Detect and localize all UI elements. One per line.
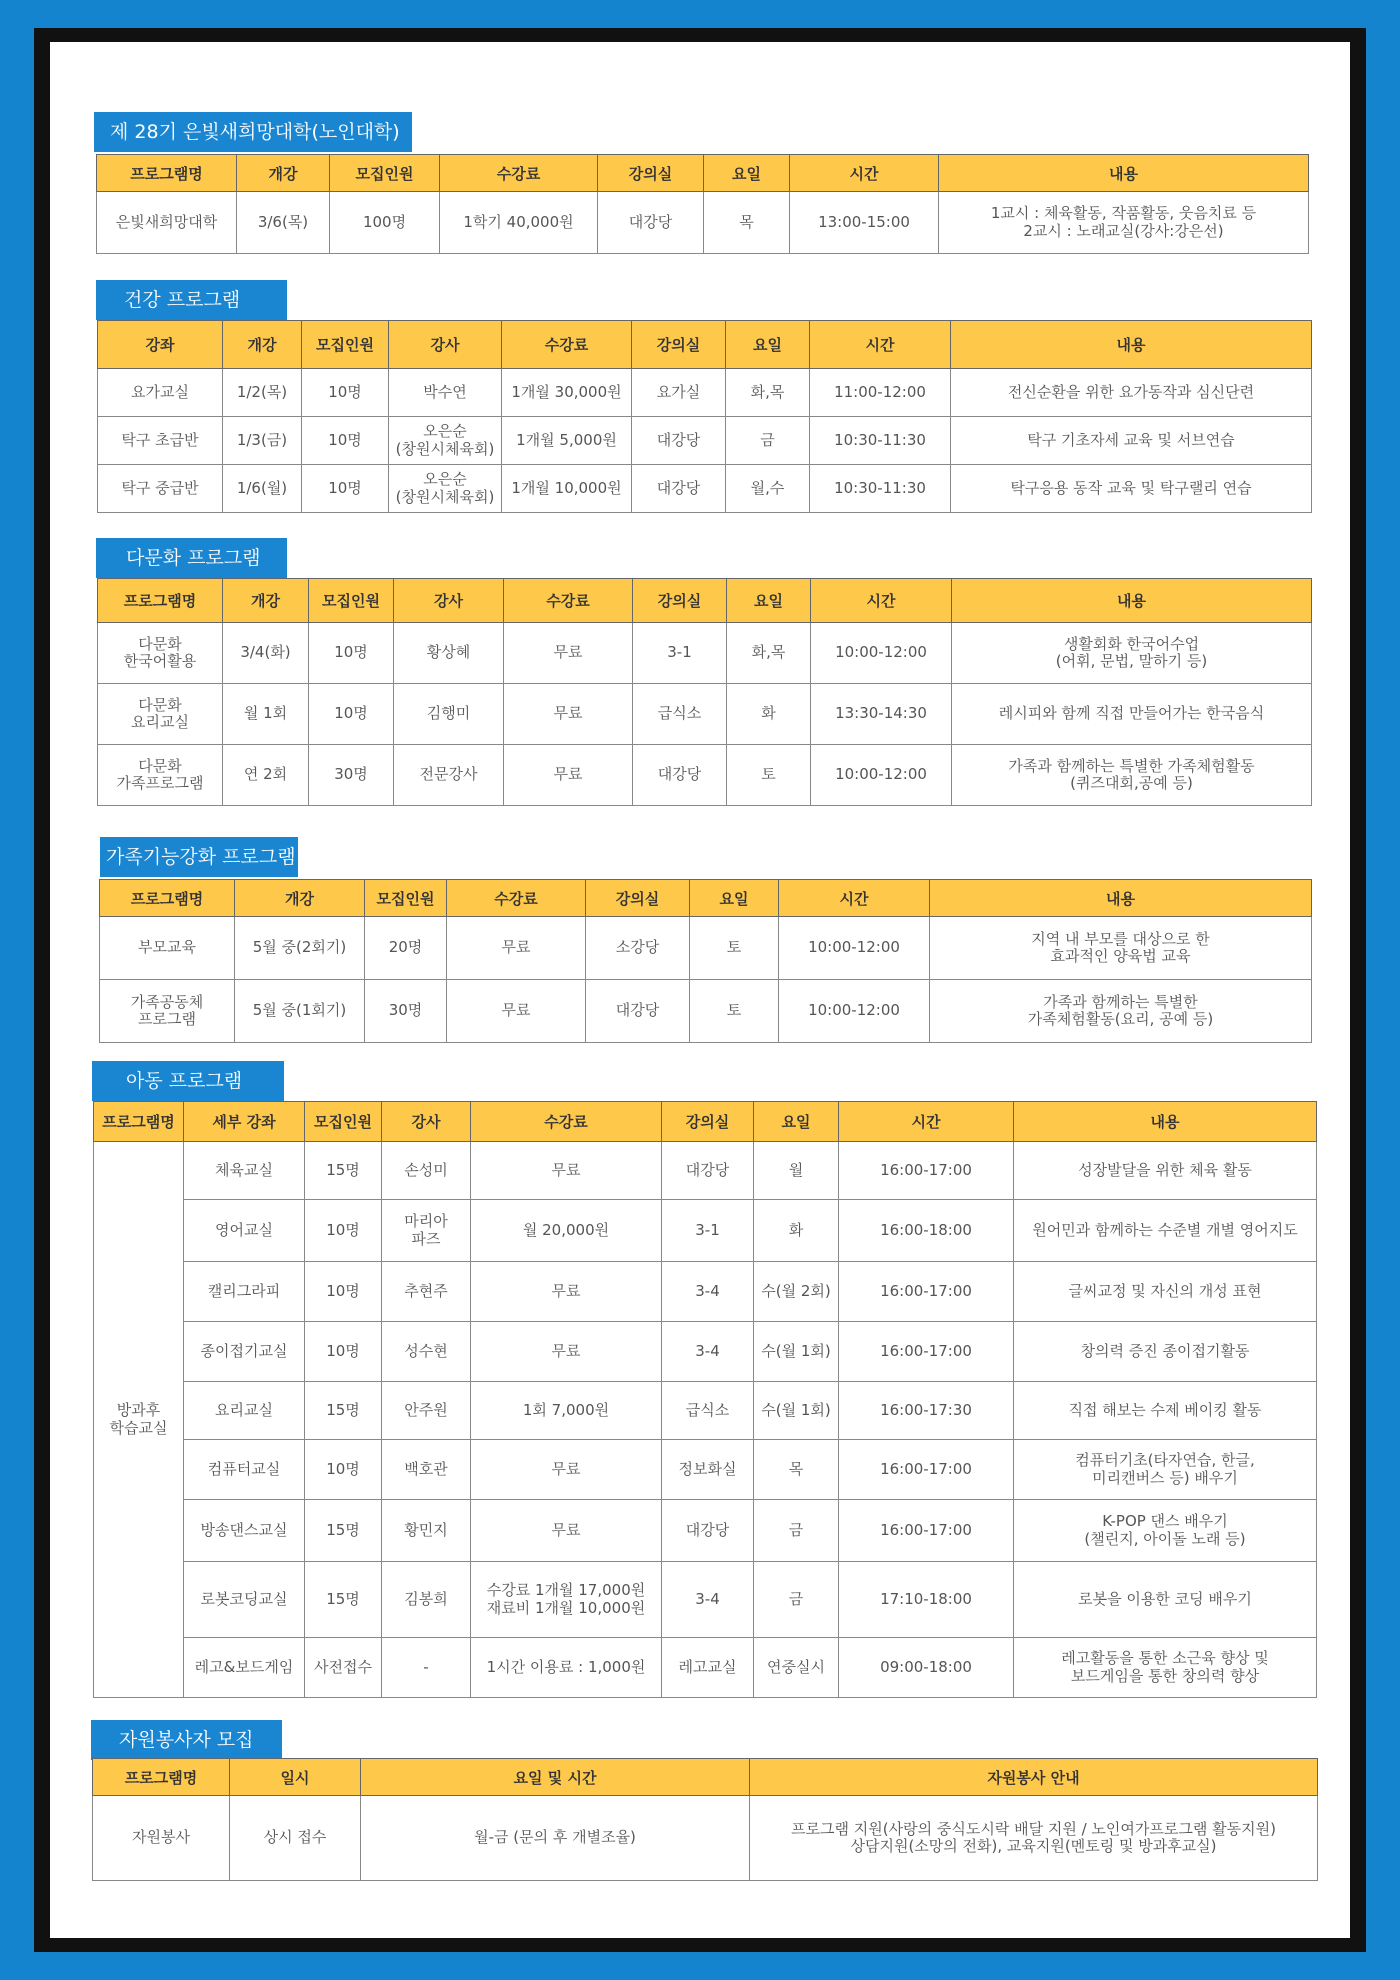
table-cell: 성장발달을 위한 체육 활동: [1014, 1142, 1317, 1200]
table-cell: 금: [754, 1500, 839, 1562]
table-cell: 수(월 1회): [754, 1382, 839, 1440]
table-row: [98, 369, 1312, 417]
table-cell: 급식소: [633, 684, 727, 745]
table-cell: 16:00-17:00: [839, 1142, 1014, 1200]
table-cell: 무료: [447, 980, 586, 1043]
multicultural-table: [97, 578, 1312, 806]
section-title: 제 28기 은빛새희망대학(노인대학): [94, 112, 412, 152]
table-cell: 1회 7,000원: [471, 1382, 662, 1440]
table-cell: 10명: [302, 465, 389, 513]
table-cell: 30명: [309, 745, 394, 806]
table-cell: 생활회화 한국어수업 (어휘, 문법, 말하기 등): [952, 623, 1312, 684]
table-cell: 16:00-17:00: [839, 1440, 1014, 1500]
table-cell: 금: [754, 1562, 839, 1638]
table-cell: 로봇을 이용한 코딩 배우기: [1014, 1562, 1317, 1638]
group-label-cell: 방과후 학습교실: [94, 1142, 184, 1698]
table-cell: 레고&보드게임: [184, 1638, 305, 1698]
table-cell: 탁구 기초자세 교육 및 서브연습: [951, 417, 1312, 465]
table-cell: 레고활동을 통한 소근육 향상 및 보드게임을 통한 창의력 향상: [1014, 1638, 1317, 1698]
column-header: 강사: [389, 321, 502, 369]
column-header: 요일: [704, 155, 790, 192]
table-row: [98, 623, 1312, 684]
table-cell: 10:00-12:00: [779, 917, 930, 980]
table-cell: 15명: [305, 1382, 382, 1440]
table-cell: 화,목: [727, 623, 811, 684]
table-cell: 10명: [305, 1440, 382, 1500]
table-cell: 20명: [365, 917, 447, 980]
table-cell: 10:00-12:00: [811, 623, 952, 684]
table-cell: 1/3(금): [223, 417, 302, 465]
column-header: 시간: [779, 880, 930, 917]
table-cell: 은빛새희망대학: [97, 192, 237, 254]
table-row: [94, 1638, 1317, 1698]
table-header-row: [98, 579, 1312, 623]
table-cell: 무료: [471, 1142, 662, 1200]
table-cell: 추현주: [382, 1262, 471, 1322]
table-cell: K-POP 댄스 배우기 (챌린지, 아이돌 노래 등): [1014, 1500, 1317, 1562]
table-cell: 금: [726, 417, 810, 465]
table-cell: 수(월 1회): [754, 1322, 839, 1382]
column-header: 시간: [790, 155, 939, 192]
table-cell: 소강당: [586, 917, 690, 980]
column-header: 수강료: [504, 579, 633, 623]
column-header: 요일: [690, 880, 779, 917]
column-header: 수강료: [502, 321, 632, 369]
table-cell: 토: [727, 745, 811, 806]
column-header: 강좌: [98, 321, 223, 369]
table-cell: 전신순환을 위한 요가동작과 심신단련: [951, 369, 1312, 417]
column-header: 내용: [952, 579, 1312, 623]
column-header: 요일: [727, 579, 811, 623]
column-header: 일시: [230, 1759, 361, 1796]
table-cell: 월-금 (문의 후 개별조율): [361, 1796, 750, 1881]
table-cell: 월,수: [726, 465, 810, 513]
column-header: 내용: [930, 880, 1312, 917]
table-cell: -: [382, 1638, 471, 1698]
table-cell: 탁구 중급반: [98, 465, 223, 513]
table-header-row: [100, 880, 1312, 917]
table-cell: 대강당: [632, 465, 726, 513]
table-cell: 10명: [309, 684, 394, 745]
column-header: 모집인원: [302, 321, 389, 369]
table-cell: 10명: [309, 623, 394, 684]
table-row: [94, 1142, 1317, 1200]
table-row: [94, 1440, 1317, 1500]
table-cell: 황민지: [382, 1500, 471, 1562]
table-cell: 다문화 요리교실: [98, 684, 223, 745]
column-header: 강의실: [586, 880, 690, 917]
table-cell: 성수현: [382, 1322, 471, 1382]
column-header: 요일: [754, 1102, 839, 1142]
table-cell: 무료: [471, 1322, 662, 1382]
table-cell: 사전접수: [305, 1638, 382, 1698]
table-cell: 월 1회: [223, 684, 309, 745]
table-cell: 화: [754, 1200, 839, 1262]
section-title: 아동 프로그램: [92, 1061, 284, 1101]
table-row: [94, 1262, 1317, 1322]
table-row: [94, 1200, 1317, 1262]
table-cell: 가족과 함께하는 특별한 가족체험활동 (퀴즈대회,공예 등): [952, 745, 1312, 806]
table-cell: 레시피와 함께 직접 만들어가는 한국음식: [952, 684, 1312, 745]
table-row: [94, 1500, 1317, 1562]
table-header-row: [94, 1102, 1317, 1142]
table-header-row: [93, 1759, 1318, 1796]
table-cell: 30명: [365, 980, 447, 1043]
table-cell: 로봇코딩교실: [184, 1562, 305, 1638]
table-row: [100, 917, 1312, 980]
table-cell: 수강료 1개월 17,000원 재료비 1개월 10,000원: [471, 1562, 662, 1638]
table-cell: 대강당: [633, 745, 727, 806]
column-header: 프로그램명: [94, 1102, 184, 1142]
table-cell: 1/6(월): [223, 465, 302, 513]
table-cell: 레고교실: [662, 1638, 754, 1698]
table-cell: 1시간 이용료 : 1,000원: [471, 1638, 662, 1698]
column-header: 강사: [394, 579, 504, 623]
column-header: 내용: [951, 321, 1312, 369]
table-cell: 전문강사: [394, 745, 504, 806]
column-header: 모집인원: [309, 579, 394, 623]
table-cell: 황상혜: [394, 623, 504, 684]
column-header: 시간: [811, 579, 952, 623]
table-cell: 15명: [305, 1562, 382, 1638]
table-cell: 상시 접수: [230, 1796, 361, 1881]
table-cell: 10:00-12:00: [779, 980, 930, 1043]
column-header: 모집인원: [305, 1102, 382, 1142]
table-cell: 3-4: [662, 1562, 754, 1638]
column-header: 프로그램명: [98, 579, 223, 623]
table-cell: 16:00-18:00: [839, 1200, 1014, 1262]
table-cell: 요리교실: [184, 1382, 305, 1440]
column-header: 프로그램명: [100, 880, 235, 917]
table-cell: 백호관: [382, 1440, 471, 1500]
table-cell: 17:10-18:00: [839, 1562, 1014, 1638]
table-cell: 토: [690, 917, 779, 980]
column-header: 개강: [223, 579, 309, 623]
section-title: 건강 프로그램: [96, 280, 287, 320]
table-cell: 무료: [447, 917, 586, 980]
table-row: [98, 684, 1312, 745]
table-header-row: [98, 321, 1312, 369]
column-header: 프로그램명: [97, 155, 237, 192]
table-cell: 10:30-11:30: [810, 465, 951, 513]
table-row: [93, 1796, 1318, 1881]
table-cell: 09:00-18:00: [839, 1638, 1014, 1698]
table-cell: 다문화 가족프로그램: [98, 745, 223, 806]
table-row: [100, 980, 1312, 1043]
table-cell: 탁구 초급반: [98, 417, 223, 465]
table-cell: 정보화실: [662, 1440, 754, 1500]
column-header: 강의실: [662, 1102, 754, 1142]
table-cell: 프로그램 지원(사랑의 중식도시락 배달 지원 / 노인여가프로그램 활동지원) 상담지원(소망의 전화), 교육지원(멘토링 및 방과후교실): [750, 1796, 1318, 1881]
section-title: 자원봉사자 모집: [91, 1720, 282, 1760]
table-cell: 1학기 40,000원: [440, 192, 598, 254]
table-row: [98, 465, 1312, 513]
table-cell: 16:00-17:00: [839, 1322, 1014, 1382]
table-cell: 무료: [471, 1500, 662, 1562]
table-cell: 급식소: [662, 1382, 754, 1440]
column-header: 강의실: [633, 579, 727, 623]
column-header: 요일: [726, 321, 810, 369]
section-title: 가족기능강화 프로그램: [100, 837, 298, 877]
table-cell: 부모교육: [100, 917, 235, 980]
table-row: [98, 745, 1312, 806]
table-cell: 10명: [305, 1322, 382, 1382]
table-row: [94, 1382, 1317, 1440]
table-cell: 무료: [471, 1440, 662, 1500]
table-cell: 화,목: [726, 369, 810, 417]
table-cell: 화: [727, 684, 811, 745]
table-cell: 지역 내 부모를 대상으로 한 효과적인 양육법 교육: [930, 917, 1312, 980]
table-cell: 체육교실: [184, 1142, 305, 1200]
table-cell: 3-4: [662, 1322, 754, 1382]
column-header: 강의실: [598, 155, 704, 192]
table-cell: 컴퓨터교실: [184, 1440, 305, 1500]
table-cell: 가족과 함께하는 특별한 가족체험활동(요리, 공예 등): [930, 980, 1312, 1043]
table-cell: 15명: [305, 1142, 382, 1200]
table-cell: 안주원: [382, 1382, 471, 1440]
elderly-table: [96, 154, 1309, 254]
table-cell: 10명: [302, 369, 389, 417]
table-cell: 대강당: [662, 1142, 754, 1200]
table-cell: 11:00-12:00: [810, 369, 951, 417]
table-cell: 글씨교정 및 자신의 개성 표현: [1014, 1262, 1317, 1322]
table-cell: 목: [754, 1440, 839, 1500]
table-cell: 토: [690, 980, 779, 1043]
column-header: 수강료: [471, 1102, 662, 1142]
column-header: 자원봉사 안내: [750, 1759, 1318, 1796]
table-cell: 5월 중(2회기): [235, 917, 365, 980]
table-cell: 무료: [504, 623, 633, 684]
table-cell: 5월 중(1회기): [235, 980, 365, 1043]
table-cell: 캘리그라피: [184, 1262, 305, 1322]
table-cell: 컴퓨터기초(타자연습, 한글, 미리캔버스 등) 배우기: [1014, 1440, 1317, 1500]
table-cell: 1개월 10,000원: [502, 465, 632, 513]
column-header: 시간: [810, 321, 951, 369]
table-cell: 자원봉사: [93, 1796, 230, 1881]
column-header: 요일 및 시간: [361, 1759, 750, 1796]
table-cell: 박수연: [389, 369, 502, 417]
table-row: [98, 417, 1312, 465]
table-cell: 종이접기교실: [184, 1322, 305, 1382]
column-header: 강사: [382, 1102, 471, 1142]
table-cell: 3/4(화): [223, 623, 309, 684]
table-cell: 오은순 (창원시체육회): [389, 465, 502, 513]
health-table: [97, 320, 1312, 513]
table-cell: 창의력 증진 종이접기활동: [1014, 1322, 1317, 1382]
table-cell: 연 2회: [223, 745, 309, 806]
table-cell: 대강당: [586, 980, 690, 1043]
column-header: 수강료: [440, 155, 598, 192]
table-cell: 3-4: [662, 1262, 754, 1322]
table-cell: 다문화 한국어활용: [98, 623, 223, 684]
table-cell: 1/2(목): [223, 369, 302, 417]
table-cell: 김행미: [394, 684, 504, 745]
column-header: 개강: [223, 321, 302, 369]
table-cell: 무료: [504, 684, 633, 745]
table-cell: 10명: [302, 417, 389, 465]
table-cell: 13:30-14:30: [811, 684, 952, 745]
table-cell: 요가실: [632, 369, 726, 417]
table-cell: 탁구응용 동작 교육 및 탁구랠리 연습: [951, 465, 1312, 513]
table-cell: 15명: [305, 1500, 382, 1562]
table-row: [97, 192, 1309, 254]
table-cell: 직접 해보는 수제 베이킹 활동: [1014, 1382, 1317, 1440]
table-row: [94, 1562, 1317, 1638]
column-header: 강의실: [632, 321, 726, 369]
section-title: 다문화 프로그램: [96, 538, 287, 578]
table-cell: 100명: [330, 192, 440, 254]
column-header: 개강: [235, 880, 365, 917]
table-cell: 1개월 30,000원: [502, 369, 632, 417]
table-cell: 방송댄스교실: [184, 1500, 305, 1562]
table-cell: 3/6(목): [237, 192, 330, 254]
table-cell: 오은순 (창원시체육회): [389, 417, 502, 465]
table-cell: 16:00-17:00: [839, 1262, 1014, 1322]
column-header: 모집인원: [330, 155, 440, 192]
children-table: [93, 1101, 1317, 1698]
table-header-row: [97, 155, 1309, 192]
table-cell: 1개월 5,000원: [502, 417, 632, 465]
column-header: 시간: [839, 1102, 1014, 1142]
table-cell: 10명: [305, 1262, 382, 1322]
table-cell: 16:00-17:00: [839, 1500, 1014, 1562]
table-cell: 원어민과 함께하는 수준별 개별 영어지도: [1014, 1200, 1317, 1262]
table-cell: 1교시 : 체육활동, 작품활동, 웃음치료 등 2교시 : 노래교실(강사:강은선): [939, 192, 1309, 254]
table-cell: 대강당: [598, 192, 704, 254]
table-cell: 3-1: [633, 623, 727, 684]
table-cell: 가족공동체 프로그램: [100, 980, 235, 1043]
table-cell: 10명: [305, 1200, 382, 1262]
table-cell: 16:00-17:30: [839, 1382, 1014, 1440]
table-cell: 13:00-15:00: [790, 192, 939, 254]
family-table: [99, 879, 1312, 1043]
table-cell: 영어교실: [184, 1200, 305, 1262]
table-cell: 수(월 2회): [754, 1262, 839, 1322]
table-cell: 마리아 파즈: [382, 1200, 471, 1262]
table-cell: 10:30-11:30: [810, 417, 951, 465]
table-row: [94, 1322, 1317, 1382]
table-cell: 대강당: [662, 1500, 754, 1562]
table-cell: 무료: [471, 1262, 662, 1322]
table-cell: 3-1: [662, 1200, 754, 1262]
column-header: 수강료: [447, 880, 586, 917]
table-cell: 연중실시: [754, 1638, 839, 1698]
column-header: 세부 강좌: [184, 1102, 305, 1142]
column-header: 모집인원: [365, 880, 447, 917]
column-header: 내용: [1014, 1102, 1317, 1142]
table-cell: 대강당: [632, 417, 726, 465]
table-cell: 목: [704, 192, 790, 254]
table-cell: 무료: [504, 745, 633, 806]
table-cell: 월 20,000원: [471, 1200, 662, 1262]
table-cell: 요가교실: [98, 369, 223, 417]
column-header: 개강: [237, 155, 330, 192]
table-cell: 김봉희: [382, 1562, 471, 1638]
table-cell: 월: [754, 1142, 839, 1200]
table-cell: 10:00-12:00: [811, 745, 952, 806]
table-cell: 손성미: [382, 1142, 471, 1200]
column-header: 프로그램명: [93, 1759, 230, 1796]
column-header: 내용: [939, 155, 1309, 192]
volunteer-table: [92, 1758, 1318, 1881]
